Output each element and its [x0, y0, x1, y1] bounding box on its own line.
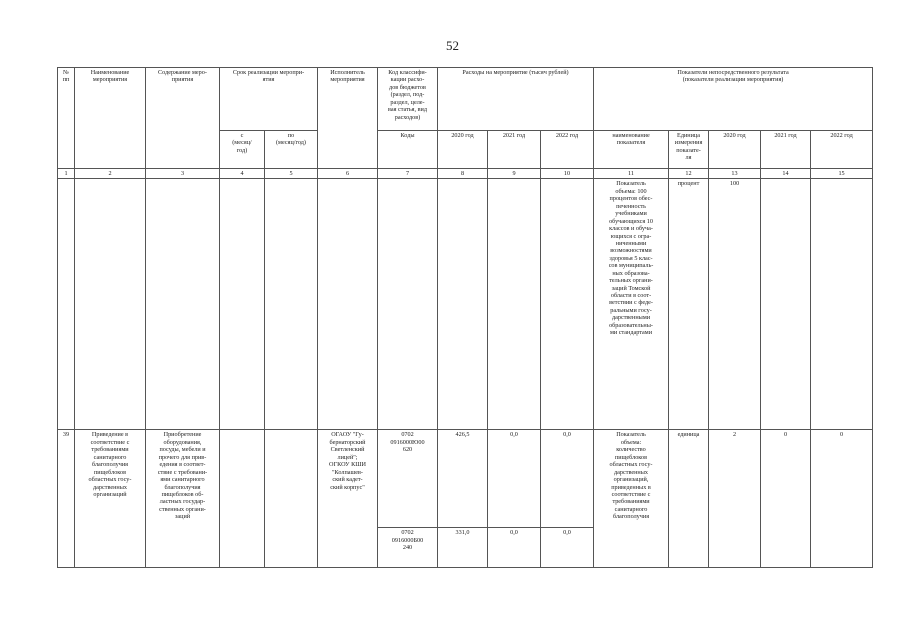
measure-content: Приобретение оборудования, посуды, мебели и прочего для прив- едения в соответ- ствие с требовани- ями санитарного благополучия пищеблоков об- ластных государ- ственных органи- заций: [146, 430, 220, 568]
value-2022-cell: [811, 179, 873, 430]
column-numbers-row: [58, 169, 873, 179]
cell-empty: [438, 179, 488, 430]
subheader-2020: 2020 год: [438, 131, 488, 169]
cell-empty: [378, 179, 438, 430]
expense-1-2020: 426,5: [438, 430, 488, 528]
expense-2-2021: 0,0: [488, 528, 541, 568]
indicator-cell: Показатель объема: 100 процентов обес- печенность учебниками обучающихся 10 классов и обуча- ющихся с огра- ниченными возможностями здоровья 5 клас- сов муниципаль- ных образова- тельных органи- заций Томской области в соот- ветствии с феде- ральными госу- дарственными образовательны- ми стандартами: [594, 179, 669, 430]
unit-cell: процент: [669, 179, 709, 430]
table-row-39: [58, 430, 873, 528]
table-row-continued: [58, 179, 873, 430]
col-number: 4: [220, 169, 265, 179]
budget-code-2: 0702 0916000Б00 240: [378, 528, 438, 568]
subheader-to: по (месяц/год): [265, 131, 318, 169]
col-number: 15: [811, 169, 873, 179]
col-number: 10: [541, 169, 594, 179]
program-table: [57, 67, 873, 568]
cell-empty: [58, 179, 75, 430]
col-number: 3: [146, 169, 220, 179]
budget-code-1: 0702 0916000Ю00 620: [378, 430, 438, 528]
executor: ОГАОУ "Гу- бернаторский Светленский лицей"; ОГКОУ КШИ "Колпашев- ский кадет- ский корпус": [318, 430, 378, 568]
col-number: 9: [488, 169, 541, 179]
subheader-2022b: 2022 год: [811, 131, 873, 169]
col-number: 11: [594, 169, 669, 179]
col-number: 12: [669, 169, 709, 179]
col-number: 7: [378, 169, 438, 179]
subheader-codes: Коды: [378, 131, 438, 169]
measure-name: Приведение в соответствие с требованиями санитарного благополучия пищеблоков областных госу- дарственных организаций: [75, 430, 146, 568]
value-2021-cell: [761, 179, 811, 430]
subheader-2021: 2021 год: [488, 131, 541, 169]
cell-empty: [488, 179, 541, 430]
subheader-indicator: наименование показателя: [594, 131, 669, 169]
period-to: [265, 430, 318, 568]
header-expenses: Расходы на мероприятие (тысяч рублей): [438, 68, 594, 131]
expense-2-2022: 0,0: [541, 528, 594, 568]
cell-empty: [220, 179, 265, 430]
col-number: 2: [75, 169, 146, 179]
header-name: Наименование мероприятия: [75, 68, 146, 169]
expense-1-2021: 0,0: [488, 430, 541, 528]
header-row: [58, 68, 873, 131]
col-number: 5: [265, 169, 318, 179]
header-executor: Исполнитель мероприятия: [318, 68, 378, 169]
cell-empty: [265, 179, 318, 430]
row-number: 39: [58, 430, 75, 568]
cell-empty: [146, 179, 220, 430]
value-2020-cell: 100: [709, 179, 761, 430]
header-num: № пп: [58, 68, 75, 169]
indicator-cell: Показатель объема: количество пищеблоков областных госу- дарственных организаций, приведенных в соответствие с требованиями санитарного благополучия: [594, 430, 669, 568]
header-indicators: Показатели непосредственного результата (показатели реализации мероприятия): [594, 68, 873, 131]
subheader-unit: Единица измерения показате- ля: [669, 131, 709, 169]
col-number: 14: [761, 169, 811, 179]
period-from: [220, 430, 265, 568]
value-2022-cell: 0: [811, 430, 873, 568]
subheader-2022: 2022 год: [541, 131, 594, 169]
col-number: 6: [318, 169, 378, 179]
col-number: 13: [709, 169, 761, 179]
value-2021-cell: 0: [761, 430, 811, 568]
subheader-2021b: 2021 год: [761, 131, 811, 169]
cell-empty: [75, 179, 146, 430]
col-number: 1: [58, 169, 75, 179]
cell-empty: [318, 179, 378, 430]
subheader-from: с (месяц/ год): [220, 131, 265, 169]
header-classification: Код классифи- кации расхо- дов бюджетов (раздел, под- раздел, целе- вая статья, вид расходов): [378, 68, 438, 131]
cell-empty: [541, 179, 594, 430]
expense-2-2020: 331,0: [438, 528, 488, 568]
expense-1-2022: 0,0: [541, 430, 594, 528]
header-content: Содержание меро- приятия: [146, 68, 220, 169]
page-number: 52: [446, 38, 459, 53]
subheader-2020b: 2020 год: [709, 131, 761, 169]
unit-cell: единица: [669, 430, 709, 568]
header-period: Срок реализации меропри- ятия: [220, 68, 318, 131]
col-number: 8: [438, 169, 488, 179]
value-2020-cell: 2: [709, 430, 761, 568]
